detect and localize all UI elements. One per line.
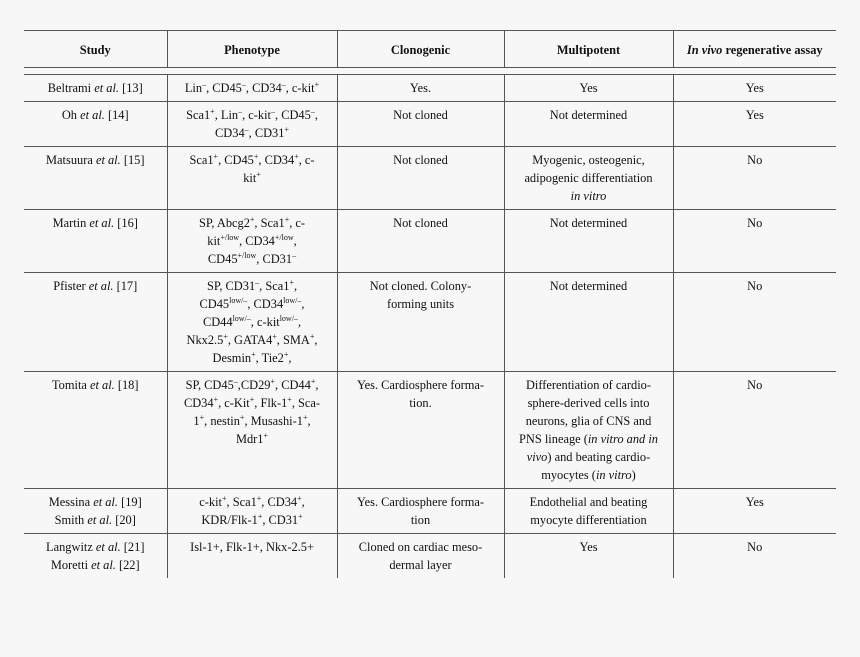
phenotype-cell: SP, Abcg2+, Sca1+, c- kit$^{+/low}$, $CD34^{+/low}$, $CD45^{+/low}$, CD31– (167, 210, 337, 273)
phenotype-cell: Sca1+, Lin–, c-kit–, CD45–, CD34–, CD31+ (167, 102, 337, 147)
multipotent-cell: Myogenic, osteogenic, adipogenic differentiation in vitro (504, 147, 673, 210)
table-row (24, 102, 836, 147)
header-study: Study (24, 31, 167, 68)
study-cell: Beltrami et al. [13] (24, 75, 167, 102)
phenotype-cell: c-kit+, Sca1+, CD34+, KDR/Flk-1+, CD31+ (167, 489, 337, 534)
study-cell: Oh et al. [14] (24, 102, 167, 147)
study-cell: Tomita et al. [18] (24, 372, 167, 489)
multipotent-cell: Not determined (504, 210, 673, 273)
phenotype-cell: SP, CD45–,CD29+, CD44+, CD34+, c-Kit+, Flk-1+, Sca- 1+, nestin+, Musashi-1+, Mdr1+ (167, 372, 337, 489)
table-row (24, 372, 836, 489)
phenotype-cell: Isl-1+, Flk-1+, Nkx-2.5+ (167, 534, 337, 579)
header-row (24, 31, 836, 68)
clonogenic-cell: Not cloned (337, 102, 504, 147)
regenerative-cell: No (673, 210, 836, 273)
multipotent-cell: Yes (504, 534, 673, 579)
table-row (24, 75, 836, 102)
multipotent-cell: Endothelial and beating myocyte differentiation (504, 489, 673, 534)
clonogenic-cell: Not cloned. Colony- forming units (337, 273, 504, 372)
study-cell: Langwitz et al. [21] Moretti et al. [22] (46, 540, 145, 572)
multipotent-cell: Not determined (504, 273, 673, 372)
table-row (24, 273, 836, 372)
phenotype-cell: SP, CD31–, Sca1+, $CD45^{low/-}$, $CD34^{low/-}$, $CD44^{low/-}$, c-kit$^{low/-}$, Nkx2.5+, GATA4+, SMA+, Desmin+, Tie2+, (167, 273, 337, 372)
table-row (24, 489, 836, 534)
regenerative-cell: Yes (673, 489, 836, 534)
regenerative-cell: No (673, 372, 836, 489)
phenotype-cell: Lin–, CD45–, CD34–, c-kit+ (167, 75, 337, 102)
phenotype-cell: Sca1+, CD45+, CD34+, c- kit+ (167, 147, 337, 210)
table-row (24, 210, 836, 273)
header-clonogenic: Clonogenic (337, 31, 504, 68)
clonogenic-cell: Yes. Cardiosphere forma- tion. (337, 372, 504, 489)
clonogenic-cell: Not cloned (337, 210, 504, 273)
clonogenic-cell: Not cloned (337, 147, 504, 210)
study-cell: Martin et al. [16] (24, 210, 167, 273)
study-cell: Messina et al. [19] Smith et al. [20] (24, 489, 167, 534)
clonogenic-cell: Yes. (337, 75, 504, 102)
regenerative-cell: No (673, 147, 836, 210)
header-phenotype: Phenotype (167, 31, 337, 68)
multipotent-cell: Yes (504, 75, 673, 102)
study-cell: Matsuura et al. [15] (24, 147, 167, 210)
header-regenerative-assay: In vivo regenerative assay (673, 31, 836, 68)
multipotent-cell: Differentiation of cardio- sphere-derived cells into neurons, glia of CNS and PNS lineage (in vitro and in vivo) and beating cardio- myocytes (in vitro) (504, 372, 673, 489)
table-row (24, 147, 836, 210)
clonogenic-cell: Yes. Cardiosphere forma- tion (337, 489, 504, 534)
regenerative-cell: No (673, 273, 836, 372)
table-row (24, 534, 836, 579)
header-multipotent: Multipotent (504, 31, 673, 68)
stem-cell-table (24, 30, 836, 578)
multipotent-cell: Not determined (504, 102, 673, 147)
regenerative-cell: Yes (673, 75, 836, 102)
clonogenic-cell: Cloned on cardiac meso- dermal layer (337, 534, 504, 579)
study-cell: Pfister et al. [17] (24, 273, 167, 372)
regenerative-cell: No (673, 534, 836, 579)
table-container (24, 30, 836, 578)
regenerative-cell: Yes (673, 102, 836, 147)
